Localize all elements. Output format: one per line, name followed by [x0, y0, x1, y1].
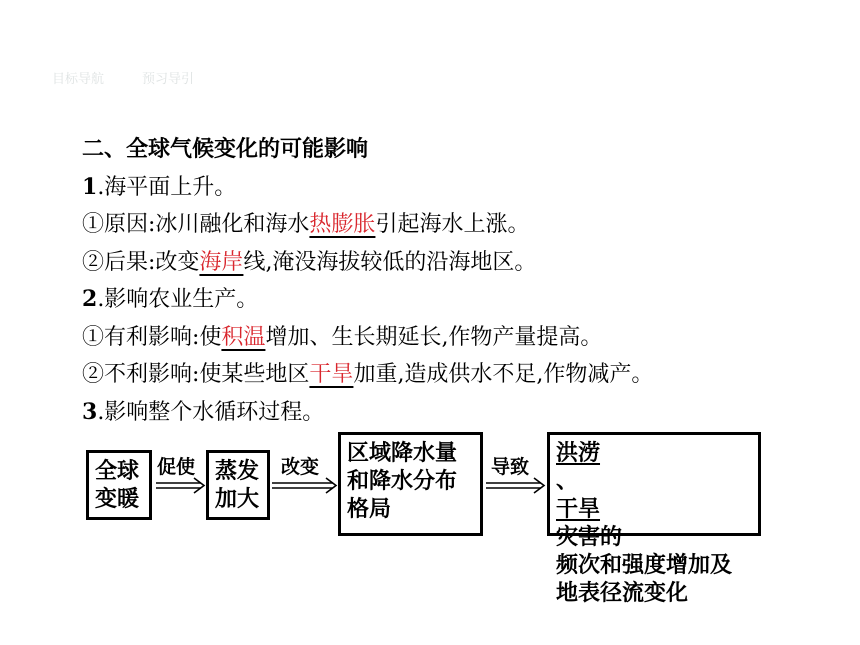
item-1-title: 1.海平面上升。 — [82, 173, 237, 200]
answer-thermal-expansion: 热膨胀 — [309, 212, 376, 237]
box-precipitation: 区域降水量 和降水分布 格局 — [338, 432, 483, 536]
box-disasters: 洪涝 、 干旱 灾害的 频次和强度增加及 地表径流变化 — [547, 432, 761, 536]
label-change: 改变 — [281, 456, 320, 478]
item-2-good: ①有利影响:使积温增加、生长期延长,作物产量提高。 — [82, 324, 603, 350]
arrow-2 — [272, 478, 336, 493]
label-lead-to: 导致 — [491, 456, 530, 478]
top-nav — [52, 68, 194, 87]
item-1-cause: ①原因:冰川融化和海水热膨胀引起海水上涨。 — [82, 212, 530, 237]
main-content — [82, 131, 842, 431]
answer-drought: 干旱 — [309, 362, 354, 387]
item-1-effect: ②后果:改变海岸线,淹没海拔较低的沿海地区。 — [82, 249, 537, 275]
answer-coast: 海岸 — [199, 249, 244, 275]
answer-accumulated-temp: 积温 — [221, 324, 266, 350]
item-2-title: 2.影响农业生产。 — [82, 286, 259, 312]
nav-tab-preview[interactable]: 预习导引 — [142, 72, 195, 87]
box-evaporation: 蒸发 加大 — [206, 450, 270, 520]
arrow-3 — [486, 478, 544, 493]
water-cycle-flowchart — [86, 432, 766, 606]
label-promote: 促使 — [157, 456, 196, 478]
item-3-title: 3.影响整个水循环过程。 — [82, 398, 325, 425]
section-heading: 二、全球气候变化的可能影响 — [82, 136, 369, 162]
arrow-1 — [156, 478, 204, 493]
nav-tab-objectives[interactable]: 目标导航 — [52, 72, 105, 87]
box-global-warming: 全球 变暖 — [86, 450, 152, 520]
item-2-bad: ②不利影响:使某些地区干旱加重,造成供水不足,作物减产。 — [82, 362, 654, 387]
